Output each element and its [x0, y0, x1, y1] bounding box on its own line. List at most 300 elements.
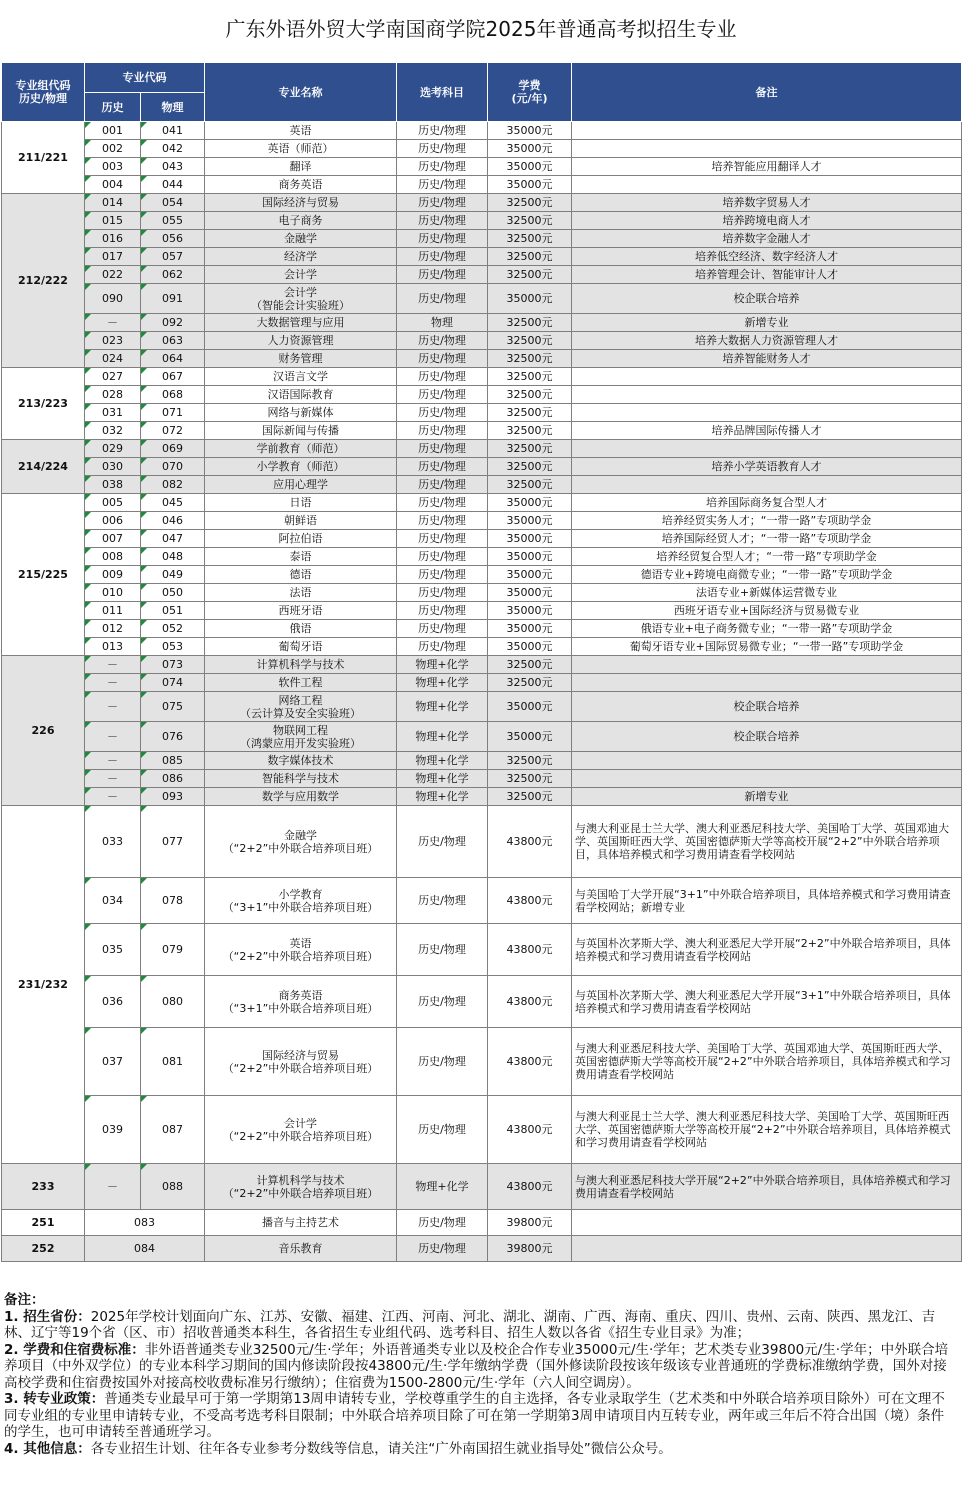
- major-name-cell: 金融学: [205, 230, 397, 248]
- fee-cell: 35000元: [488, 584, 572, 602]
- major-name-cell: 金融学 （“2+2”中外联合培养项目班）: [205, 806, 397, 878]
- table-row: [2, 674, 962, 692]
- remark-cell: 培养国际商务复合型人才: [572, 494, 962, 512]
- table-row: [2, 458, 962, 476]
- table-row: [2, 350, 962, 368]
- table-row: [2, 194, 962, 212]
- group-code-cell: 231/232: [2, 806, 85, 1164]
- major-name-cell: 商务英语 （“3+1”中外联合培养项目班）: [205, 976, 397, 1028]
- history-code-cell: 010: [85, 584, 141, 602]
- fee-cell: 35000元: [488, 176, 572, 194]
- table-row: [2, 512, 962, 530]
- physics-code-cell: 088: [141, 1164, 205, 1210]
- table-row: [2, 566, 962, 584]
- history-code-cell: 027: [85, 368, 141, 386]
- major-name-cell: 葡萄牙语: [205, 638, 397, 656]
- history-code-cell: 017: [85, 248, 141, 266]
- physics-code-cell: 049: [141, 566, 205, 584]
- fee-cell: 43800元: [488, 1164, 572, 1210]
- fee-cell: 32500元: [488, 422, 572, 440]
- history-code-cell: 032: [85, 422, 141, 440]
- table-row: [2, 476, 962, 494]
- table-row: [2, 620, 962, 638]
- remark-cell: [572, 752, 962, 770]
- table-row: [2, 878, 962, 924]
- subjects-cell: 历史/物理: [397, 284, 488, 314]
- remark-cell: [572, 674, 962, 692]
- history-code-cell: －: [85, 314, 141, 332]
- physics-code-cell: 069: [141, 440, 205, 458]
- header-remark: 备注: [572, 63, 962, 122]
- history-code-cell: 014: [85, 194, 141, 212]
- major-name-cell: 物联网工程 （鸿蒙应用开发实验班）: [205, 722, 397, 752]
- history-code-cell: 003: [85, 158, 141, 176]
- note-label: 1. 招生省份：: [4, 1308, 91, 1325]
- history-code-cell: 039: [85, 1096, 141, 1164]
- group-code-cell: 233: [2, 1164, 85, 1210]
- table-row: [2, 284, 962, 314]
- subjects-cell: 历史/物理: [397, 1210, 488, 1236]
- history-code-cell: 009: [85, 566, 141, 584]
- physics-code-cell: 085: [141, 752, 205, 770]
- major-name-cell: 英语 （“2+2”中外联合培养项目班）: [205, 924, 397, 976]
- physics-code-cell: 062: [141, 266, 205, 284]
- fee-cell: 32500元: [488, 248, 572, 266]
- physics-code-cell: 044: [141, 176, 205, 194]
- physics-code-cell: 047: [141, 530, 205, 548]
- physics-code-cell: 043: [141, 158, 205, 176]
- history-code-cell: 005: [85, 494, 141, 512]
- remark-cell: 培养数字贸易人才: [572, 194, 962, 212]
- notes-heading: 备注：: [4, 1292, 45, 1308]
- major-name-cell: 智能科学与技术: [205, 770, 397, 788]
- remark-cell: 俄语专业+电子商务微专业；“一带一路”专项助学金: [572, 620, 962, 638]
- table-row: [2, 332, 962, 350]
- major-name-cell: 软件工程: [205, 674, 397, 692]
- remark-cell: [572, 476, 962, 494]
- major-name-cell: 商务英语: [205, 176, 397, 194]
- major-name-cell: 音乐教育: [205, 1236, 397, 1262]
- header-major-name: 专业名称: [205, 63, 397, 122]
- fee-cell: 35000元: [488, 494, 572, 512]
- fee-cell: 35000元: [488, 722, 572, 752]
- table-row: [2, 530, 962, 548]
- note-text: 非外语普通类专业32500元/生·学年；外语普通类专业以及校企合作专业35000元/生·学年；艺术类专业39800元/生·学年；中外联合培养项目（中外双学位）的专业本科学习期间的国内修读阶段按43800元/生·学年缴纳学费（国外修读阶段按该年级该专业普通班的学费标准缴纳学费，国外对接高校学费和住宿费按国外对接高校收费标准另行缴纳）；住宿费为1500-2800元/生·学年（六人间空调房）。: [4, 1341, 949, 1391]
- subjects-cell: 物理+化学: [397, 656, 488, 674]
- group-code-cell: 211/221: [2, 122, 85, 194]
- table-row: [2, 752, 962, 770]
- subjects-cell: 历史/物理: [397, 976, 488, 1028]
- fee-cell: 35000元: [488, 512, 572, 530]
- note-item: [4, 1342, 956, 1392]
- physics-code-cell: 054: [141, 194, 205, 212]
- table-row: [2, 548, 962, 566]
- history-code-cell: 035: [85, 924, 141, 976]
- fee-cell: 43800元: [488, 878, 572, 924]
- fee-cell: 43800元: [488, 976, 572, 1028]
- remark-cell: 培养低空经济、数字经济人才: [572, 248, 962, 266]
- subjects-cell: 物理+化学: [397, 674, 488, 692]
- subjects-cell: 物理+化学: [397, 692, 488, 722]
- physics-code-cell: 092: [141, 314, 205, 332]
- physics-code-cell: 074: [141, 674, 205, 692]
- history-code-cell: －: [85, 722, 141, 752]
- major-name-cell: 学前教育（师范）: [205, 440, 397, 458]
- history-code-cell: 006: [85, 512, 141, 530]
- remark-cell: 校企联合培养: [572, 284, 962, 314]
- subjects-cell: 历史/物理: [397, 368, 488, 386]
- major-name-cell: 会计学 （“2+2”中外联合培养项目班）: [205, 1096, 397, 1164]
- physics-code-cell: 075: [141, 692, 205, 722]
- remark-cell: 与澳大利亚昆士兰大学、澳大利亚悉尼科技大学、美国哈丁大学、英国斯旺西大学、英国密德萨斯大学等高校开展“2+2”中外联合培养项目，具体培养模式和学习费用请查看学校网站: [572, 1096, 962, 1164]
- physics-code-cell: 041: [141, 122, 205, 140]
- remark-cell: 新增专业: [572, 314, 962, 332]
- subjects-cell: 历史/物理: [397, 158, 488, 176]
- major-name-cell: 国际经济与贸易 （“2+2”中外联合培养项目班）: [205, 1028, 397, 1096]
- subjects-cell: 历史/物理: [397, 266, 488, 284]
- table-row: [2, 176, 962, 194]
- majors-table: [1, 62, 962, 1262]
- header-subjects: 选考科目: [397, 63, 488, 122]
- remark-cell: 培养智能财务人才: [572, 350, 962, 368]
- table-row: [2, 158, 962, 176]
- history-code-cell: －: [85, 752, 141, 770]
- remark-cell: [572, 386, 962, 404]
- subjects-cell: 物理+化学: [397, 1164, 488, 1210]
- fee-cell: 32500元: [488, 770, 572, 788]
- major-name-cell: 人力资源管理: [205, 332, 397, 350]
- group-code-cell: 214/224: [2, 440, 85, 494]
- header-history: 历史: [85, 93, 141, 122]
- history-code-cell: 011: [85, 602, 141, 620]
- table-row: [2, 1210, 962, 1236]
- major-name-cell: 小学教育（师范）: [205, 458, 397, 476]
- note-text: 2025年学校计划面向广东、江苏、安徽、福建、江西、河南、河北、湖北、湖南、广西、海南、重庆、四川、贵州、云南、陕西、黑龙江、吉林、辽宁等19个省（区、市）招收普通类本科生，各省招生专业组代码、选考科目、招生人数以各省《招生专业目录》为准；: [4, 1308, 936, 1341]
- major-name-cell: 阿拉伯语: [205, 530, 397, 548]
- major-name-cell: 会计学 （智能会计实验班）: [205, 284, 397, 314]
- fee-cell: 43800元: [488, 1096, 572, 1164]
- major-name-cell: 国际经济与贸易: [205, 194, 397, 212]
- fee-cell: 32500元: [488, 788, 572, 806]
- remark-cell: [572, 1236, 962, 1262]
- remark-cell: 与澳大利亚悉尼科技大学开展“2+2”中外联合培养项目，具体培养模式和学习费用请查看学校网站: [572, 1164, 962, 1210]
- history-code-cell: －: [85, 788, 141, 806]
- major-code-cell: 084: [85, 1236, 205, 1262]
- subjects-cell: 历史/物理: [397, 332, 488, 350]
- major-name-cell: 数字媒体技术: [205, 752, 397, 770]
- remark-cell: 培养小学英语教育人才: [572, 458, 962, 476]
- group-code-cell: 215/225: [2, 494, 85, 656]
- table-row: [2, 314, 962, 332]
- header-physics: 物理: [141, 93, 205, 122]
- subjects-cell: 历史/物理: [397, 878, 488, 924]
- major-code-cell: 083: [85, 1210, 205, 1236]
- history-code-cell: 038: [85, 476, 141, 494]
- physics-code-cell: 071: [141, 404, 205, 422]
- remark-cell: 培养大数据人力资源管理人才: [572, 332, 962, 350]
- subjects-cell: 历史/物理: [397, 530, 488, 548]
- notes-section: [4, 1292, 956, 1457]
- remark-cell: 与美国哈丁大学开展“3+1”中外联合培养项目，具体培养模式和学习费用请查看学校网站；新增专业: [572, 878, 962, 924]
- fee-cell: 35000元: [488, 530, 572, 548]
- fee-cell: 39800元: [488, 1210, 572, 1236]
- history-code-cell: 034: [85, 878, 141, 924]
- remark-cell: 法语专业+新媒体运营微专业: [572, 584, 962, 602]
- table-row: [2, 602, 962, 620]
- physics-code-cell: 046: [141, 512, 205, 530]
- subjects-cell: 历史/物理: [397, 230, 488, 248]
- remark-cell: 培养智能应用翻译人才: [572, 158, 962, 176]
- major-name-cell: 会计学: [205, 266, 397, 284]
- subjects-cell: 历史/物理: [397, 1096, 488, 1164]
- subjects-cell: 历史/物理: [397, 924, 488, 976]
- physics-code-cell: 091: [141, 284, 205, 314]
- physics-code-cell: 056: [141, 230, 205, 248]
- physics-code-cell: 077: [141, 806, 205, 878]
- history-code-cell: 001: [85, 122, 141, 140]
- history-code-cell: －: [85, 674, 141, 692]
- table-row: [2, 692, 962, 722]
- subjects-cell: 历史/物理: [397, 584, 488, 602]
- remark-cell: [572, 176, 962, 194]
- physics-code-cell: 081: [141, 1028, 205, 1096]
- fee-cell: 32500元: [488, 350, 572, 368]
- table-row: [2, 1028, 962, 1096]
- remark-cell: 与英国朴次茅斯大学、澳大利亚悉尼大学开展“2+2”中外联合培养项目，具体培养模式和学习费用请查看学校网站: [572, 924, 962, 976]
- remark-cell: [572, 122, 962, 140]
- remark-cell: 培养跨境电商人才: [572, 212, 962, 230]
- history-code-cell: 090: [85, 284, 141, 314]
- history-code-cell: 031: [85, 404, 141, 422]
- subjects-cell: 历史/物理: [397, 602, 488, 620]
- physics-code-cell: 087: [141, 1096, 205, 1164]
- table-row: [2, 976, 962, 1028]
- table-row: [2, 266, 962, 284]
- physics-code-cell: 045: [141, 494, 205, 512]
- physics-code-cell: 051: [141, 602, 205, 620]
- table-row: [2, 386, 962, 404]
- fee-cell: 35000元: [488, 548, 572, 566]
- subjects-cell: 历史/物理: [397, 638, 488, 656]
- fee-cell: 32500元: [488, 386, 572, 404]
- subjects-cell: 历史/物理: [397, 422, 488, 440]
- fee-cell: 32500元: [488, 368, 572, 386]
- major-name-cell: 西班牙语: [205, 602, 397, 620]
- physics-code-cell: 042: [141, 140, 205, 158]
- fee-cell: 35000元: [488, 620, 572, 638]
- history-code-cell: 022: [85, 266, 141, 284]
- subjects-cell: 历史/物理: [397, 440, 488, 458]
- history-code-cell: 016: [85, 230, 141, 248]
- subjects-cell: 历史/物理: [397, 476, 488, 494]
- page-title: 广东外语外贸大学南国商学院2025年普通高考拟招生专业: [225, 17, 737, 41]
- note-label: 3. 转专业政策：: [4, 1391, 105, 1407]
- subjects-cell: 历史/物理: [397, 194, 488, 212]
- fee-cell: 43800元: [488, 924, 572, 976]
- major-name-cell: 网络工程 （云计算及安全实验班）: [205, 692, 397, 722]
- physics-code-cell: 050: [141, 584, 205, 602]
- group-code-cell: 213/223: [2, 368, 85, 440]
- remark-cell: 与澳大利亚悉尼科技大学、美国哈丁大学、英国邓迪大学、英国斯旺西大学、英国密德萨斯大学等高校开展“2+2”中外联合培养项目，具体培养模式和学习费用请查看学校网站: [572, 1028, 962, 1096]
- major-name-cell: 俄语: [205, 620, 397, 638]
- history-code-cell: 030: [85, 458, 141, 476]
- fee-cell: 32500元: [488, 404, 572, 422]
- remark-cell: 培养经贸复合型人才；“一带一路”专项助学金: [572, 548, 962, 566]
- table-row: [2, 1164, 962, 1210]
- group-code-cell: 251: [2, 1210, 85, 1236]
- note-label: 2. 学费和住宿费标准：: [4, 1341, 145, 1358]
- remark-cell: 培养品牌国际传播人才: [572, 422, 962, 440]
- subjects-cell: 历史/物理: [397, 176, 488, 194]
- physics-code-cell: 057: [141, 248, 205, 266]
- history-code-cell: －: [85, 1164, 141, 1210]
- table-row: [2, 584, 962, 602]
- physics-code-cell: 064: [141, 350, 205, 368]
- physics-code-cell: 072: [141, 422, 205, 440]
- fee-cell: 35000元: [488, 602, 572, 620]
- remark-cell: 与英国朴次茅斯大学、澳大利亚悉尼大学开展“3+1”中外联合培养项目，具体培养模式和学习费用请查看学校网站: [572, 976, 962, 1028]
- remark-cell: 培养数字金融人才: [572, 230, 962, 248]
- subjects-cell: 历史/物理: [397, 140, 488, 158]
- physics-code-cell: 076: [141, 722, 205, 752]
- table-row: [2, 924, 962, 976]
- table-row: [2, 248, 962, 266]
- physics-code-cell: 080: [141, 976, 205, 1028]
- table-row: [2, 494, 962, 512]
- fee-cell: 32500元: [488, 266, 572, 284]
- history-code-cell: 033: [85, 806, 141, 878]
- remark-cell: [572, 1210, 962, 1236]
- subjects-cell: 历史/物理: [397, 620, 488, 638]
- remark-cell: 葡萄牙语专业+国际贸易微专业；“一带一路”专项助学金: [572, 638, 962, 656]
- major-name-cell: 国际新闻与传播: [205, 422, 397, 440]
- remark-cell: 新增专业: [572, 788, 962, 806]
- physics-code-cell: 055: [141, 212, 205, 230]
- physics-code-cell: 082: [141, 476, 205, 494]
- remark-cell: [572, 656, 962, 674]
- subjects-cell: 历史/物理: [397, 806, 488, 878]
- physics-code-cell: 063: [141, 332, 205, 350]
- table-row: [2, 770, 962, 788]
- group-code-cell: 212/222: [2, 194, 85, 368]
- major-name-cell: 英语（师范）: [205, 140, 397, 158]
- fee-cell: 35000元: [488, 566, 572, 584]
- major-name-cell: 经济学: [205, 248, 397, 266]
- fee-cell: 32500元: [488, 656, 572, 674]
- subjects-cell: 历史/物理: [397, 1028, 488, 1096]
- fee-cell: 35000元: [488, 140, 572, 158]
- history-code-cell: －: [85, 656, 141, 674]
- history-code-cell: 013: [85, 638, 141, 656]
- history-code-cell: 004: [85, 176, 141, 194]
- table-row: [2, 440, 962, 458]
- major-name-cell: 德语: [205, 566, 397, 584]
- fee-cell: 32500元: [488, 332, 572, 350]
- subjects-cell: 历史/物理: [397, 512, 488, 530]
- subjects-cell: 历史/物理: [397, 122, 488, 140]
- major-name-cell: 法语: [205, 584, 397, 602]
- table-row: [2, 656, 962, 674]
- major-name-cell: 翻译: [205, 158, 397, 176]
- remark-cell: 培养管理会计、智能审计人才: [572, 266, 962, 284]
- history-code-cell: 029: [85, 440, 141, 458]
- header-major-code: 专业代码: [85, 63, 205, 93]
- remark-cell: 校企联合培养: [572, 692, 962, 722]
- physics-code-cell: 048: [141, 548, 205, 566]
- physics-code-cell: 073: [141, 656, 205, 674]
- subjects-cell: 物理+化学: [397, 752, 488, 770]
- major-name-cell: 泰语: [205, 548, 397, 566]
- fee-cell: 32500元: [488, 194, 572, 212]
- physics-code-cell: 093: [141, 788, 205, 806]
- major-name-cell: 小学教育 （“3+1”中外联合培养项目班）: [205, 878, 397, 924]
- note-text: 普通类专业最早可于第一学期第13周申请转专业，学校尊重学生的自主选择，各专业录取学生（艺术类和中外联合培养项目除外）可在文理不同专业组的专业里申请转专业，不受高考选考科目限制；中外联合培养项目除了可在第一学期第3周申请项目内互转专业，两年或三年后不符合出国（境）条件的学生，也可申请转至普通班学习。: [4, 1391, 945, 1440]
- subjects-cell: 历史/物理: [397, 1236, 488, 1262]
- subjects-cell: 历史/物理: [397, 212, 488, 230]
- table-row: [2, 140, 962, 158]
- major-name-cell: 英语: [205, 122, 397, 140]
- major-name-cell: 计算机科学与技术 （“2+2”中外联合培养项目班）: [205, 1164, 397, 1210]
- table-row: [2, 1236, 962, 1262]
- table-row: [2, 422, 962, 440]
- fee-cell: 32500元: [488, 440, 572, 458]
- subjects-cell: 历史/物理: [397, 404, 488, 422]
- remark-cell: [572, 440, 962, 458]
- subjects-cell: 历史/物理: [397, 548, 488, 566]
- major-name-cell: 电子商务: [205, 212, 397, 230]
- remark-cell: [572, 404, 962, 422]
- subjects-cell: 物理+化学: [397, 770, 488, 788]
- subjects-cell: 物理+化学: [397, 788, 488, 806]
- physics-code-cell: 086: [141, 770, 205, 788]
- history-code-cell: 015: [85, 212, 141, 230]
- physics-code-cell: 078: [141, 878, 205, 924]
- history-code-cell: 002: [85, 140, 141, 158]
- major-name-cell: 汉语言文学: [205, 368, 397, 386]
- history-code-cell: －: [85, 692, 141, 722]
- note-item: [4, 1441, 956, 1458]
- subjects-cell: 历史/物理: [397, 494, 488, 512]
- major-name-cell: 播音与主持艺术: [205, 1210, 397, 1236]
- remark-cell: 培养经贸实务人才；“一带一路”专项助学金: [572, 512, 962, 530]
- history-code-cell: 037: [85, 1028, 141, 1096]
- subjects-cell: 历史/物理: [397, 458, 488, 476]
- table-row: [2, 722, 962, 752]
- history-code-cell: －: [85, 770, 141, 788]
- table-row: [2, 806, 962, 878]
- fee-cell: 32500元: [488, 314, 572, 332]
- table-row: [2, 122, 962, 140]
- major-name-cell: 大数据管理与应用: [205, 314, 397, 332]
- fee-cell: 39800元: [488, 1236, 572, 1262]
- physics-code-cell: 053: [141, 638, 205, 656]
- major-name-cell: 日语: [205, 494, 397, 512]
- history-code-cell: 012: [85, 620, 141, 638]
- remark-cell: [572, 770, 962, 788]
- subjects-cell: 历史/物理: [397, 248, 488, 266]
- note-item: [4, 1309, 956, 1342]
- note-item: [4, 1391, 956, 1441]
- history-code-cell: 024: [85, 350, 141, 368]
- fee-cell: 32500元: [488, 674, 572, 692]
- major-name-cell: 网络与新媒体: [205, 404, 397, 422]
- subjects-cell: 物理: [397, 314, 488, 332]
- major-name-cell: 应用心理学: [205, 476, 397, 494]
- history-code-cell: 023: [85, 332, 141, 350]
- history-code-cell: 008: [85, 548, 141, 566]
- header-group-code: 专业组代码 历史/物理: [2, 63, 85, 122]
- remark-cell: 校企联合培养: [572, 722, 962, 752]
